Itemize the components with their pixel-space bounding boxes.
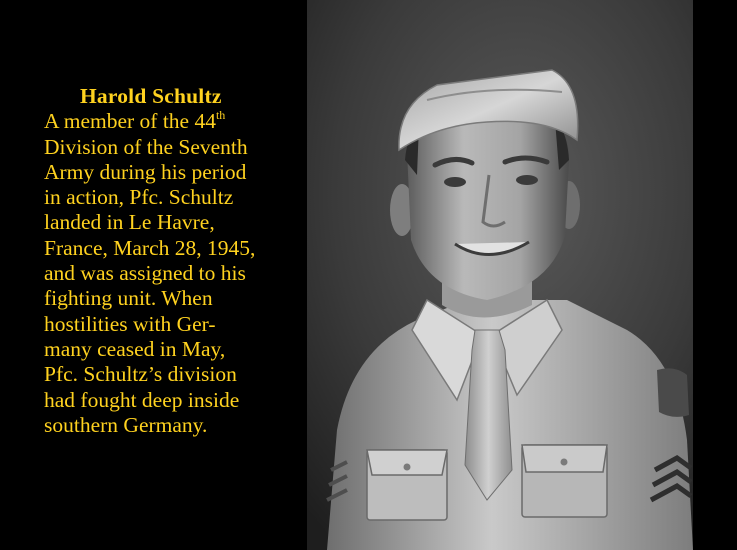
biography-line: France, March 28, 1945, [44,235,256,260]
biography-line: many ceased in May, [44,336,226,361]
biography-line: and was assigned to his [44,261,246,286]
biography-line: Pfc. Schultz’s division [44,362,237,387]
ordinal-suffix: th [215,108,226,123]
biography-line: southern Germany. [44,412,208,437]
biography-line: in action, Pfc. Schultz [44,185,234,210]
biography-text [44,109,306,438]
biography-line: fighting unit. When [44,286,213,311]
biography-line: hostilities with Ger- [44,311,216,336]
caption-block [44,84,306,438]
biography-line: landed in Le Havre, [44,210,215,235]
biography-line: Army during his period [44,159,247,184]
biography-line: had fought deep inside [44,387,240,412]
soldier-name: Harold Schultz [80,84,222,108]
biography-line: A member of the 44th [44,108,226,134]
soldier-portrait-photo [307,0,693,550]
biography-line: Division of the Seventh [44,134,248,159]
